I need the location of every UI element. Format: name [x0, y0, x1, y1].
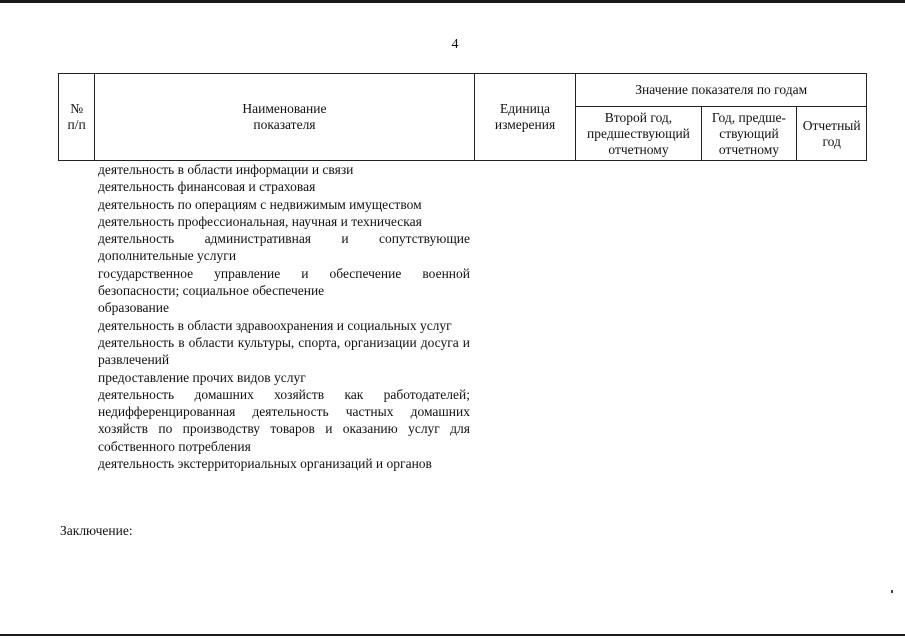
activity-item: деятельность домашних хозяйств как работодателей; недифференцированная деятельность частных домашних хозяйств по производству товаров и оказанию услуг для собственного потребления — [98, 386, 470, 454]
activity-item: государственное управление и обеспечение военной безопасности; социальное обеспечение — [98, 265, 470, 299]
header-cell-indicator-name: Наименование показателя — [95, 74, 474, 161]
activity-list — [98, 161, 470, 472]
activity-item: деятельность в области культуры, спорта, организации досуга и развлечений — [98, 334, 470, 368]
activity-item: образование — [98, 300, 169, 316]
activity-item: деятельность административная и сопутствующие дополнительные услуги — [98, 231, 470, 264]
activity-item: деятельность экстерриториальных организаций и органов — [98, 456, 432, 472]
header-cell-unit: Единица измерения — [474, 74, 576, 161]
page-number: 4 — [451, 37, 459, 52]
scan-artifact — [891, 590, 893, 593]
indicator-table-header — [58, 73, 867, 161]
header-cell-second-year-before: Второй год, предшествующий отчетному — [576, 107, 701, 161]
activity-item: деятельность в области информации и связи — [98, 162, 354, 177]
activity-item: деятельность в области здравоохранения и социальных услуг — [98, 317, 452, 333]
activity-item: деятельность финансовая и страховая — [98, 179, 316, 195]
header-cell-values-by-year: Значение показателя по годам — [576, 74, 867, 107]
activity-item: предоставление прочих видов услуг — [98, 369, 306, 385]
header-cell-year-before: Год, предше- ствующий отчетному — [701, 107, 797, 161]
conclusion-label: Заключение: — [60, 523, 133, 538]
header-cell-report-year: Отчетный год — [797, 107, 867, 161]
top-border-line — [0, 0, 905, 3]
header-cell-number: № п/п — [59, 74, 95, 161]
activity-item: деятельность профессиональная, научная и техническая — [98, 213, 422, 229]
bottom-border-line — [0, 634, 905, 636]
activity-item: деятельность по операциям с недвижимым имуществом — [98, 196, 422, 212]
